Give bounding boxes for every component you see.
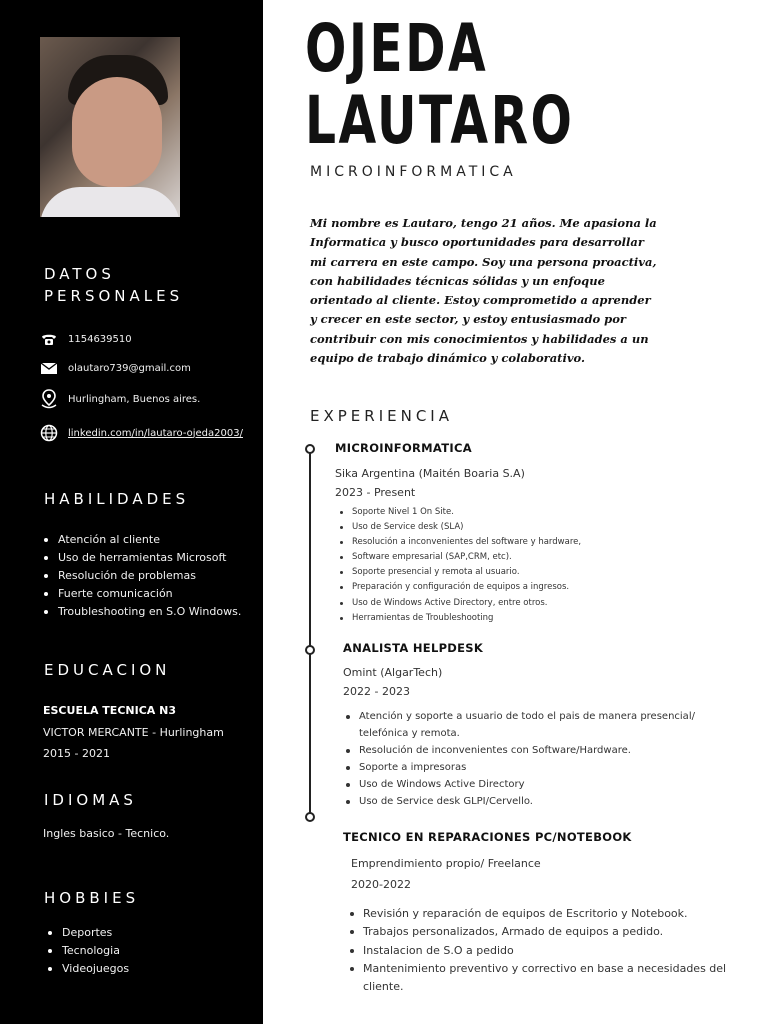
phone-row (40, 330, 132, 348)
hobbies-list (48, 924, 129, 978)
sidebar (0, 0, 263, 1024)
skill-item: Troubleshooting en S.O Windows. (44, 603, 241, 621)
role-title: MICROINFORMATICA (310, 164, 517, 180)
timeline-dot (305, 812, 315, 822)
job-tasks (340, 505, 640, 626)
task-item: Resolución a inconvenientes del software y hardware, (340, 535, 640, 550)
location-pin-icon (40, 390, 58, 408)
task-item: Uso de Service desk GLPI/Cervello. (346, 793, 731, 810)
task-item: Uso de Service desk (SLA) (340, 520, 640, 535)
summary-text: Mi nombre es Lautaro, tengo 21 años. Me apasiona la Informatica y busco oportunidades para desarrollar mi carrera en este campo. Soy una persona proactiva, con habilidades técnicas sólidas y un enfoque orientado al cliente. Estoy comprometido a aprender y crecer en este sector, y estoy entusiasmado por contribuir con mis conocimientos y habilidades a un equipo de trabajo dinámico y colaborativo. (310, 216, 657, 366)
school-detail: VICTOR MERCANTE - Hurlingham (43, 726, 224, 739)
task-item: Trabajos personalizados, Armado de equipos a pedido. (350, 923, 745, 941)
task-item: Revisión y reparación de equipos de Escritorio y Notebook. (350, 905, 745, 923)
phone-icon (40, 330, 58, 348)
skill-item: Uso de herramientas Microsoft (44, 549, 241, 567)
languages-heading: IDIOMAS (44, 791, 137, 809)
job-period: 2020-2022 (351, 878, 411, 891)
school-name: ESCUELA TECNICA N3 (43, 704, 176, 717)
job-company: Emprendimiento propio/ Freelance (351, 857, 541, 870)
education-heading: EDUCACION (44, 661, 171, 679)
hobbies-heading: HOBBIES (44, 889, 140, 907)
skill-item: Atención al cliente (44, 531, 241, 549)
phone-number: 1154639510 (68, 333, 132, 345)
mail-icon (40, 359, 58, 377)
skill-item: Fuerte comunicación (44, 585, 241, 603)
task-item: Soporte a impresoras (346, 759, 731, 776)
languages-text: Ingles basico - Tecnico. (43, 827, 170, 840)
hobby-item: Tecnologia (48, 942, 129, 960)
location-row (40, 390, 200, 408)
globe-icon (40, 424, 58, 442)
task-item: Atención y soporte a usuario de todo el pais de manera presencial/ telefónica y remota. (346, 708, 731, 742)
school-years: 2015 - 2021 (43, 747, 110, 760)
job-period: 2023 - Present (335, 486, 416, 499)
experience-heading: EXPERIENCIA (310, 407, 453, 425)
job-company: Sika Argentina (Maitén Boaria S.A) (335, 467, 525, 480)
skills-list (44, 531, 241, 621)
personal-data-heading: DATOS PERSONALES (44, 265, 184, 305)
task-item: Software empresarial (SAP,CRM, etc). (340, 550, 640, 565)
linkedin-link[interactable]: linkedin.com/in/lautaro-ojeda2003/ (68, 427, 243, 439)
job-tasks (346, 708, 731, 810)
skills-heading: HABILIDADES (44, 490, 190, 508)
job-company: Omint (AlgarTech) (343, 666, 443, 679)
name-first: OJEDA (305, 10, 489, 87)
task-item: Instalacion de S.O a pedido (350, 942, 745, 960)
job-period: 2022 - 2023 (343, 685, 410, 698)
task-item: Herramientas de Troubleshooting (340, 611, 640, 626)
hobby-item: Deportes (48, 924, 129, 942)
task-item: Preparación y configuración de equipos a ingresos. (340, 580, 640, 595)
email-address: olautaro739@gmail.com (68, 362, 191, 374)
email-row (40, 359, 191, 377)
job-title: MICROINFORMATICA (335, 441, 472, 455)
job-title: TECNICO EN REPARACIONES PC/NOTEBOOK (343, 830, 632, 844)
location-text: Hurlingham, Buenos aires. (68, 393, 201, 405)
skill-item: Resolución de problemas (44, 567, 241, 585)
timeline-dot (305, 645, 315, 655)
profile-photo (40, 37, 180, 217)
task-item: Soporte Nivel 1 On Site. (340, 505, 640, 520)
linkedin-row (40, 424, 243, 442)
name-second: LAUTARO (305, 82, 575, 159)
hobby-item: Videojuegos (48, 960, 129, 978)
timeline-dot (305, 444, 315, 454)
job-title: ANALISTA HELPDESK (343, 641, 484, 655)
task-item: Resolución de inconvenientes con Software/Hardware. (346, 742, 731, 759)
task-item: Soporte presencial y remota al usuario. (340, 565, 640, 580)
task-item: Uso de Windows Active Directory (346, 776, 731, 793)
timeline-line (309, 448, 311, 820)
task-item: Mantenimiento preventivo y correctivo en base a necesidades del cliente. (350, 960, 745, 997)
task-item: Uso de Windows Active Directory, entre otros. (340, 596, 640, 611)
job-tasks (350, 905, 745, 996)
